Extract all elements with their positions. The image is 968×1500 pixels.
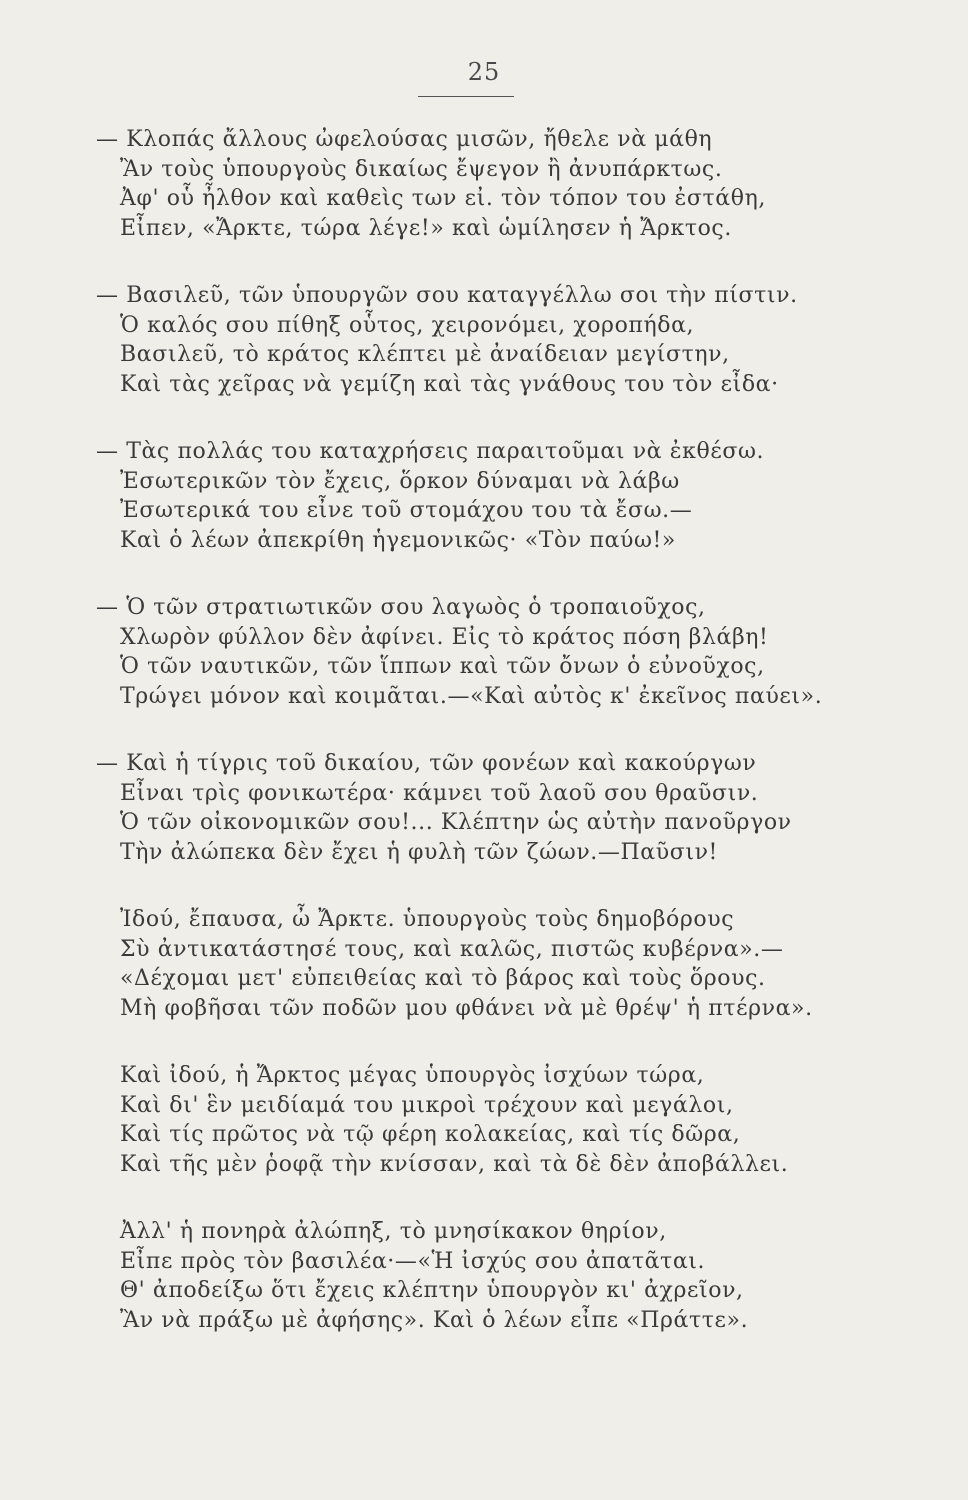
- stanza-6: [96, 905, 936, 1023]
- header-rule: [418, 96, 514, 97]
- poem-line: Ἂν τοὺς ὑπουργοὺς δικαίως ἔψεγον ἢ ἀνυπάρκτως.: [120, 156, 723, 182]
- poem-line: Καὶ ὁ λέων ἀπεκρίθη ἡγεμονικῶς· «Τὸν παύω!»: [120, 527, 676, 553]
- poem-line: Ἐσωτερικῶν τὸν ἔχεις, ὅρκον δύναμαι νὰ λάβω: [120, 468, 680, 494]
- poem-line: Θ' ἀποδείξω ὅτι ἔχεις κλέπτην ὑπουργὸν κι' ἀχρεῖον,: [120, 1278, 744, 1303]
- poem-line: Ἀφ' οὗ ἦλθον καὶ καθεὶς των εἰ. τὸν τόπον του ἐστάθη,: [120, 186, 766, 211]
- poem-line: Καὶ τίς πρῶτος νὰ τῷ φέρη κολακείας, καὶ τίς δῶρα,: [120, 1122, 741, 1147]
- poem-line: — Βασιλεῦ, τῶν ὑπουργῶν σου καταγγέλλω σοι τὴν πίστιν.: [96, 283, 798, 308]
- stanza-7: [96, 1061, 936, 1179]
- poem-line: Μὴ φοβῆσαι τῶν ποδῶν μου φθάνει νὰ μὲ θρέψ' ἡ πτέρνα».: [120, 995, 813, 1021]
- poem-line: Ὁ τῶν ναυτικῶν, τῶν ἵππων καὶ τῶν ὄνων ὁ εὐνοῦχος,: [120, 654, 765, 679]
- poem-line: Εἶπεν, «Ἄρκτε, τώρα λέγε!» καὶ ὡμίλησεν ἡ Ἄρκτος.: [120, 215, 732, 241]
- poem-line: Βασιλεῦ, τὸ κράτος κλέπτει μὲ ἀναίδειαν μεγίστην,: [120, 342, 730, 367]
- poem-line: — Κλοπάς ἄλλους ὠφελούσας μισῶν, ἤθελε νὰ μάθη: [96, 127, 713, 152]
- poem-line: Τρώγει μόνον καὶ κοιμᾶται.—«Καὶ αὐτὸς κ' ἐκεῖνος παύει».: [120, 683, 823, 709]
- poem-line: Ἀλλ' ἡ πονηρὰ ἀλώπηξ, τὸ μνησίκακον θηρίον,: [120, 1219, 667, 1244]
- poem-line: Χλωρὸν φύλλον δὲν ἀφίνει. Εἰς τὸ κράτος πόση βλάβη!: [120, 624, 769, 650]
- stanza-4: [96, 593, 936, 711]
- poem-line: Ἐσωτερικά του εἶνε τοῦ στομάχου του τὰ ἔσω.—: [120, 498, 693, 523]
- poem-line: «Δέχομαι μετ' εὐπειθείας καὶ τὸ βάρος καὶ τοὺς ὅρους.: [120, 966, 766, 991]
- poem-line: Καὶ τῆς μὲν ῥοφᾷ τὴν κνίσσαν, καὶ τὰ δὲ δὲν ἀποβάλλει.: [120, 1151, 789, 1177]
- poem-line: Καὶ δι' ἓν μειδίαμά του μικροὶ τρέχουν καὶ μεγάλοι,: [120, 1092, 734, 1118]
- stanza-2: [96, 281, 936, 399]
- poem-line: Ὁ τῶν οἰκονομικῶν σου!... Κλέπτην ὡς αὐτὴν πανοῦργον: [120, 810, 792, 835]
- poem-line: — Καὶ ἡ τίγρις τοῦ δικαίου, τῶν φονέων καὶ κακούργων: [96, 751, 757, 776]
- poem-line: Τὴν ἀλώπεκα δὲν ἔχει ἡ φυλὴ τῶν ζώων.—Παῦσιν!: [120, 839, 718, 865]
- poem-line: Σὺ ἀντικατάστησέ τους, καὶ καλῶς, πιστῶς κυβέρνα».—: [120, 936, 784, 962]
- poem-line: Ἰδού, ἔπαυσα, ὦ Ἄρκτε. ὑπουργοὺς τοὺς δημοβόρους: [120, 907, 735, 932]
- poem-line: Ὁ καλός σου πίθηξ οὗτος, χειρονόμει, χοροπήδα,: [120, 312, 695, 338]
- poem-line: Εἶπε πρὸς τὸν βασιλέα·—«Ἡ ἰσχύς σου ἀπατᾶται.: [120, 1248, 706, 1274]
- page-number: 25: [467, 58, 501, 86]
- stanza-3: [96, 437, 936, 555]
- stanza-1: [96, 125, 936, 243]
- stanza-8: [96, 1217, 936, 1335]
- poem-line: Καὶ ἰδού, ἡ Ἄρκτος μέγας ὑπουργὸς ἰσχύων τώρα,: [120, 1063, 705, 1088]
- poem-line: — Τὰς πολλάς του καταχρήσεις παραιτοῦμαι νὰ ἐκθέσω.: [96, 439, 765, 464]
- poem-line: — Ὁ τῶν στρατιωτικῶν σου λαγωὸς ὁ τροπαιοῦχος,: [96, 595, 706, 620]
- poem-line: Καὶ τὰς χεῖρας νὰ γεμίζη καὶ τὰς γνάθους του τὸν εἶδα·: [120, 371, 779, 397]
- stanza-5: [96, 749, 936, 867]
- poem-line: Εἶναι τρὶς φονικωτέρα· κάμνει τοῦ λαοῦ σου θραῦσιν.: [120, 780, 759, 806]
- poem-line: Ἂν νὰ πράξω μὲ ἀφήσης». Καὶ ὁ λέων εἶπε «Πράττε».: [120, 1307, 749, 1333]
- poem-body: [96, 125, 936, 1373]
